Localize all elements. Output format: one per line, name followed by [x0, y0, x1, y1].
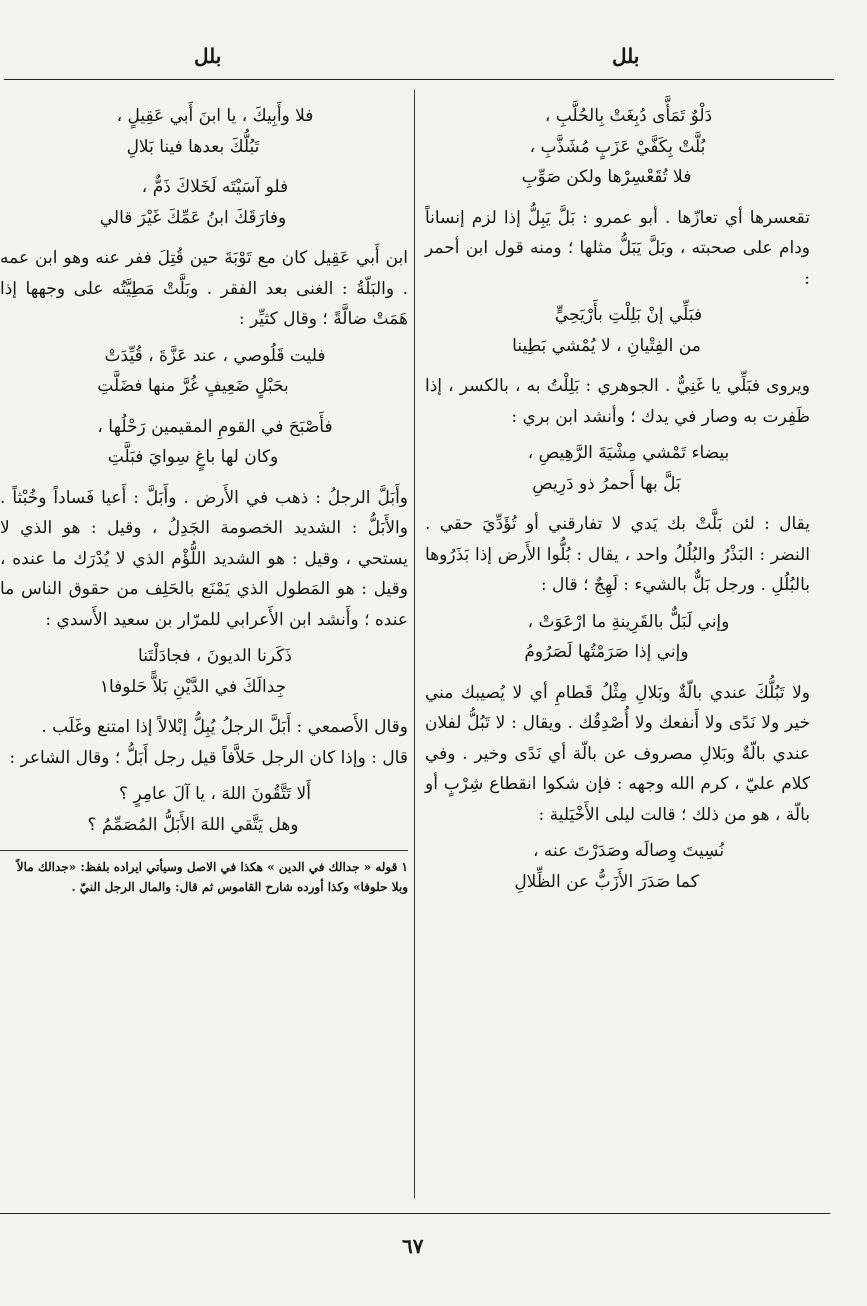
verse-line: فلا تُقَعْسِرْها ولكن صَوِّبِ [521, 167, 692, 187]
right-column [425, 95, 810, 907]
paragraph: تقعسرها أي تعازّها . أبو عمرو : بَلَّ يَبِلُّ إذا لزم إنساناً ودام على صحبته ، وبَلَّ يَبَلُّ مثلها ؛ ومنه قول ابن أحمر : [425, 207, 810, 289]
verse [425, 101, 810, 193]
verse-line: تَبُلُّكَ بعدها فينا بَلالِ [126, 136, 260, 157]
verse [425, 300, 810, 361]
paragraph: ولا تَبُلُّكَ عندي بالّةٌ وبَلالِ مِثْلُ قَطامِ أي لا يُصيبك مني خير ولا نَدًى ولا أَنفعك ولا أُصْدِقُك . ويقال : لا تَبُلُّ لفلان عندي بالّةٌ وبَلالِ مصروف عن بالّة أي نَدًى وخير . وفي كلام عليّ ، كرم الله وجهه : فإن شكوا انقطاع شِرْبٍ أو بالّة ، هو من ذلك ؛ قالت ليلى الأَخْيَلية : [425, 682, 810, 825]
header-right-word: بلل [612, 44, 640, 68]
verse-line: وفارَقَكَ ابنُ عَمِّكَ غَيْرَ قالي [99, 207, 287, 228]
paragraph: يقال : لئن بَلَّتْ بك يَدي لا تفارقني أو تُؤَدِّيَ حقي . النضر : البَذْرُ والبُلُلُ واحد ، يقال : بُلُّوا الأَرض إذا بَذَرُوها بالبُلُلِ . ورجل بَلٌّ بالشيء : لَهِجٌ ؛ قال : [425, 514, 810, 595]
verse [425, 438, 810, 499]
header-left-word: بلل [194, 44, 222, 68]
verse-line: دَلْوٌ تَمَأَّى دُبِغَتْ بِالحُلَّبِ ، [544, 106, 713, 126]
verse [0, 779, 408, 840]
verse-line: بُلَّتْ بِكَفَّيْ عَزَبٍ مُشَذَّبِ ، [529, 136, 706, 157]
left-column-body [0, 101, 408, 840]
verse-line: فبَلِّي إنْ بَلِلْتِ بأَرْيَحِيٍّ [554, 305, 703, 325]
verse-line: كما صَدَرَ الأَزَبُّ عن الظِّلالِ [514, 871, 699, 892]
verse-line: نُسِيتَ وِصالَه وصَدَرْتَ عنه ، [532, 841, 725, 861]
page-number: ٦٧ [402, 1234, 424, 1258]
top-rule [4, 79, 834, 80]
verse-line: فلا وأَبِيكَ ، يا ابنَ أَبي عَقِيلٍ ، [116, 106, 314, 126]
verse [0, 641, 408, 702]
verse-line: بحَبْلٍ ضَعِيفٍ غُرَّ منها فضَلَّتِ [97, 376, 289, 396]
footnote-rule [0, 850, 408, 851]
paragraph: وأَبَلَّ الرجلُ : ذهب في الأَرض . وأَبَلَّ : أَعيا فَساداً وخُبْثاً . والأَبَلُّ : الشديد الخصومة الجَدِلُ ، وقيل : هو الذي لا يستحي ، وقيل : هو الشديد اللُّؤْم الذي لا يُدْرَك ما عنده ، وقيل : هو المَطول الذي يَمْنَع بالحَلِف من حقوق الناس ما عنده ؛ وأَنشد ابن الأَعرابي للمرّار بن سعيد الأَسدي : [0, 487, 408, 630]
verse-line: بَلَّ بها أَحمرُ ذو دَرِيصِ [532, 473, 681, 494]
verse-line: وإني إذا صَرَمْتُها لَصَرُومُ [524, 642, 689, 662]
paragraph: ويروى فبَلِّي يا غَنِيٌّ . الجوهري : بَلِلْتُ به ، بالكسر ، إذا ظَفِرت به وصار في يدك ؛ وأنشد ابن بري : [425, 376, 810, 427]
verse-line: وكان لها باغٍ سِوايَ فبَلَّتِ [107, 447, 279, 467]
verse-line: أَلا تَتَّقُونَ اللهَ ، يا آلَ عامِرٍ ؟ [119, 784, 311, 804]
verse-line: من الفِتْيانِ ، لا يُمْشي بَطِينا [512, 335, 701, 356]
footnote: ١ قوله « جدالك في الدين » هكذا في الاصل وسيأتي ايراده بلفظ: «جدالك مالاً وبلا حلوفا» وكذا أورده شارح القاموس ثم قال: والمال الرجل النيّ . [16, 860, 408, 894]
left-column [0, 95, 408, 897]
verse-line: فليت قَلُوصي ، عند عَزَّةَ ، قُيِّدَتْ [104, 345, 326, 366]
column-divider [414, 90, 415, 1198]
verse [425, 836, 810, 897]
verse-line: فلو آسَيْتَه لَخَلاكَ ذَمٌّ ، [141, 177, 289, 197]
verse [0, 412, 408, 473]
verse-line: بيضاء تَمْشي مِشْيَةَ الرَّهِيصِ ، [527, 443, 730, 463]
verse [0, 101, 408, 162]
paragraph: ابن أَبي عَقِيل كان مع تَوْبَةَ حين قُتِلَ ففر عنه وهو ابن عمه . والبَلّةُ : الغنى بعد الفقر . وبَلَّتْ مَطِيَّتُه على وجهها إذا هَمَتْ ضالَّةً ؛ وقال كثيِّر : [0, 248, 408, 329]
paragraph: قال : وإذا كان الرجل حَلاَّفاً قيل رجل أَبَلُّ ؛ وقال الشاعر : [9, 747, 408, 768]
verse [425, 607, 810, 668]
verse [0, 172, 408, 233]
verse-line: وإني لَبَلٌّ بالقَرِينةِ ما ارْعَوَتْ ، [527, 611, 730, 632]
verse [0, 341, 408, 402]
verse-line: وهل يَتَّقي اللهَ الأَبَلُّ المُصَمِّمُ ؟ [87, 814, 299, 835]
paragraph: وقال الأَصمعي : أَبَلَّ الرجلُ يُبِلُّ إبْلالاً إذا امتنع وغَلَب . [41, 717, 408, 737]
verse-line: جِدالَكَ في الدَّيْنِ بَلاًّ حَلوفا١ [99, 676, 287, 697]
verse-line: ذَكَرنا الديونَ ، فجادَلْتَنا [138, 646, 292, 666]
bottom-rule [0, 1213, 830, 1214]
verse-line: فأَصْبَحَ في القومِ المقيمين رَحْلُها ، [97, 416, 333, 437]
